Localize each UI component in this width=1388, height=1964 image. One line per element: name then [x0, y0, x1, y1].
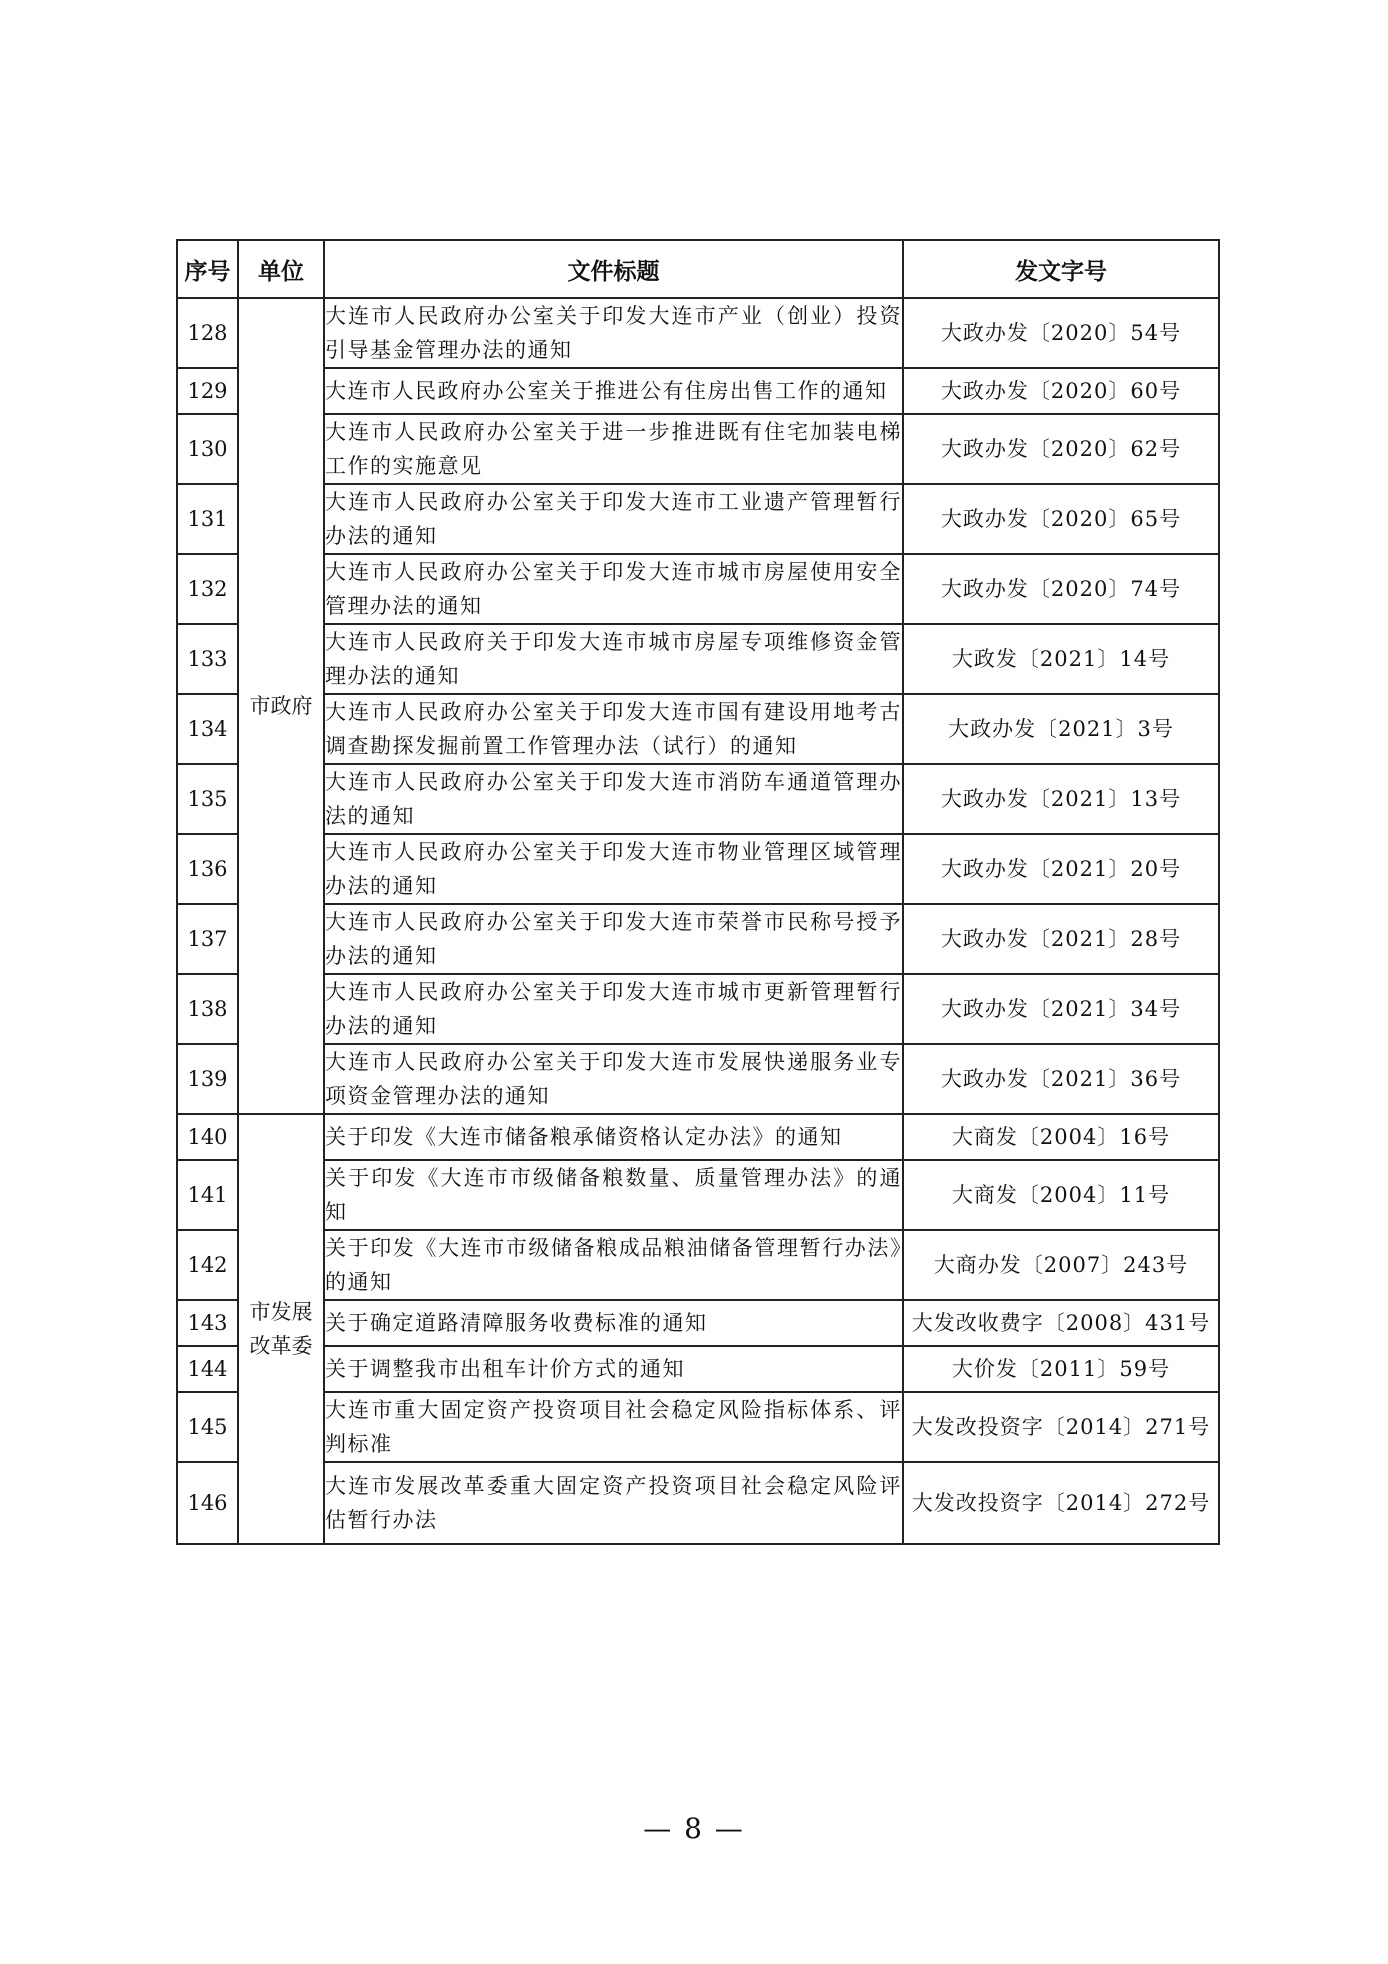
row-seq: 133 [177, 624, 238, 694]
table-row [177, 368, 1219, 414]
row-title: 大连市人民政府办公室关于印发大连市工业遗产管理暂行办法的通知 [324, 484, 903, 554]
row-unit [238, 1114, 324, 1544]
header-unit: 单位 [238, 240, 324, 298]
row-title: 关于印发《大连市市级储备粮成品粮油储备管理暂行办法》的通知 [324, 1230, 903, 1300]
row-seq: 130 [177, 414, 238, 484]
row-docno: 大政办发〔2020〕62号 [903, 414, 1219, 484]
row-docno: 大商发〔2004〕16号 [903, 1114, 1219, 1160]
unit-line: 改革委 [249, 1334, 313, 1358]
table-header-row [177, 240, 1219, 298]
row-title: 大连市人民政府办公室关于印发大连市发展快递服务业专项资金管理办法的通知 [324, 1044, 903, 1114]
row-title: 关于确定道路清障服务收费标准的通知 [324, 1300, 903, 1346]
row-seq: 135 [177, 764, 238, 834]
row-title: 大连市人民政府办公室关于印发大连市城市更新管理暂行办法的通知 [324, 974, 903, 1044]
row-seq: 146 [177, 1462, 238, 1544]
row-title: 大连市人民政府办公室关于印发大连市消防车通道管理办法的通知 [324, 764, 903, 834]
row-title: 大连市重大固定资产投资项目社会稳定风险指标体系、评判标准 [324, 1392, 903, 1462]
table-row [177, 624, 1219, 694]
table-row [177, 1160, 1219, 1230]
row-title: 大连市人民政府办公室关于印发大连市城市房屋使用安全管理办法的通知 [324, 554, 903, 624]
row-docno: 大政办发〔2021〕13号 [903, 764, 1219, 834]
row-docno: 大政办发〔2021〕34号 [903, 974, 1219, 1044]
row-title: 大连市人民政府办公室关于印发大连市物业管理区域管理办法的通知 [324, 834, 903, 904]
table-row [177, 1230, 1219, 1300]
row-seq: 140 [177, 1114, 238, 1160]
table-row [177, 764, 1219, 834]
row-docno: 大政办发〔2021〕28号 [903, 904, 1219, 974]
row-seq: 145 [177, 1392, 238, 1462]
row-title: 关于印发《大连市储备粮承储资格认定办法》的通知 [324, 1114, 903, 1160]
table-row [177, 974, 1219, 1044]
row-docno: 大商办发〔2007〕243号 [903, 1230, 1219, 1300]
row-docno: 大政办发〔2020〕74号 [903, 554, 1219, 624]
row-docno: 大商发〔2004〕11号 [903, 1160, 1219, 1230]
table-row [177, 1392, 1219, 1462]
table-row [177, 1044, 1219, 1114]
row-docno: 大政办发〔2020〕60号 [903, 368, 1219, 414]
table-row [177, 1462, 1219, 1544]
unit-line: 市发展 [249, 1300, 313, 1324]
row-seq: 142 [177, 1230, 238, 1300]
row-title: 大连市人民政府办公室关于印发大连市产业（创业）投资引导基金管理办法的通知 [324, 298, 903, 368]
row-seq: 136 [177, 834, 238, 904]
row-seq: 134 [177, 694, 238, 764]
row-seq: 141 [177, 1160, 238, 1230]
row-title: 大连市人民政府关于印发大连市城市房屋专项维修资金管理办法的通知 [324, 624, 903, 694]
row-seq: 138 [177, 974, 238, 1044]
table-row [177, 694, 1219, 764]
row-title: 大连市人民政府办公室关于推进公有住房出售工作的通知 [324, 368, 903, 414]
table-row [177, 414, 1219, 484]
row-seq: 128 [177, 298, 238, 368]
row-title: 大连市人民政府办公室关于印发大连市荣誉市民称号授予办法的通知 [324, 904, 903, 974]
row-docno: 大政办发〔2020〕54号 [903, 298, 1219, 368]
row-seq: 144 [177, 1346, 238, 1392]
row-seq: 139 [177, 1044, 238, 1114]
row-title: 大连市人民政府办公室关于进一步推进既有住宅加装电梯工作的实施意见 [324, 414, 903, 484]
header-seq: 序号 [177, 240, 238, 298]
row-docno: 大政办发〔2020〕65号 [903, 484, 1219, 554]
row-title: 关于印发《大连市市级储备粮数量、质量管理办法》的通知 [324, 1160, 903, 1230]
row-seq: 129 [177, 368, 238, 414]
row-docno: 大发改投资字〔2014〕271号 [903, 1392, 1219, 1462]
row-seq: 132 [177, 554, 238, 624]
row-docno: 大发改收费字〔2008〕431号 [903, 1300, 1219, 1346]
table-row [177, 1114, 1219, 1160]
table-row [177, 298, 1219, 368]
row-title: 大连市发展改革委重大固定资产投资项目社会稳定风险评估暂行办法 [324, 1462, 903, 1544]
row-docno: 大政办发〔2021〕3号 [903, 694, 1219, 764]
table-row [177, 834, 1219, 904]
unit-line: 市政府 [249, 694, 313, 718]
row-title: 大连市人民政府办公室关于印发大连市国有建设用地考古调查勘探发掘前置工作管理办法（试行）的通知 [324, 694, 903, 764]
row-docno: 大政办发〔2021〕20号 [903, 834, 1219, 904]
document-table [176, 239, 1220, 1545]
row-docno: 大发改投资字〔2014〕272号 [903, 1462, 1219, 1544]
row-seq: 143 [177, 1300, 238, 1346]
row-docno: 大政办发〔2021〕36号 [903, 1044, 1219, 1114]
row-seq: 131 [177, 484, 238, 554]
row-seq: 137 [177, 904, 238, 974]
row-docno: 大价发〔2011〕59号 [903, 1346, 1219, 1392]
page-number: — 8 — [643, 1812, 745, 1845]
row-unit [238, 298, 324, 1114]
header-title: 文件标题 [324, 240, 903, 298]
table-row [177, 1300, 1219, 1346]
table-row [177, 484, 1219, 554]
header-docno: 发文字号 [903, 240, 1219, 298]
row-docno: 大政发〔2021〕14号 [903, 624, 1219, 694]
table-row [177, 1346, 1219, 1392]
table-row [177, 554, 1219, 624]
table-row [177, 904, 1219, 974]
row-title: 关于调整我市出租车计价方式的通知 [324, 1346, 903, 1392]
